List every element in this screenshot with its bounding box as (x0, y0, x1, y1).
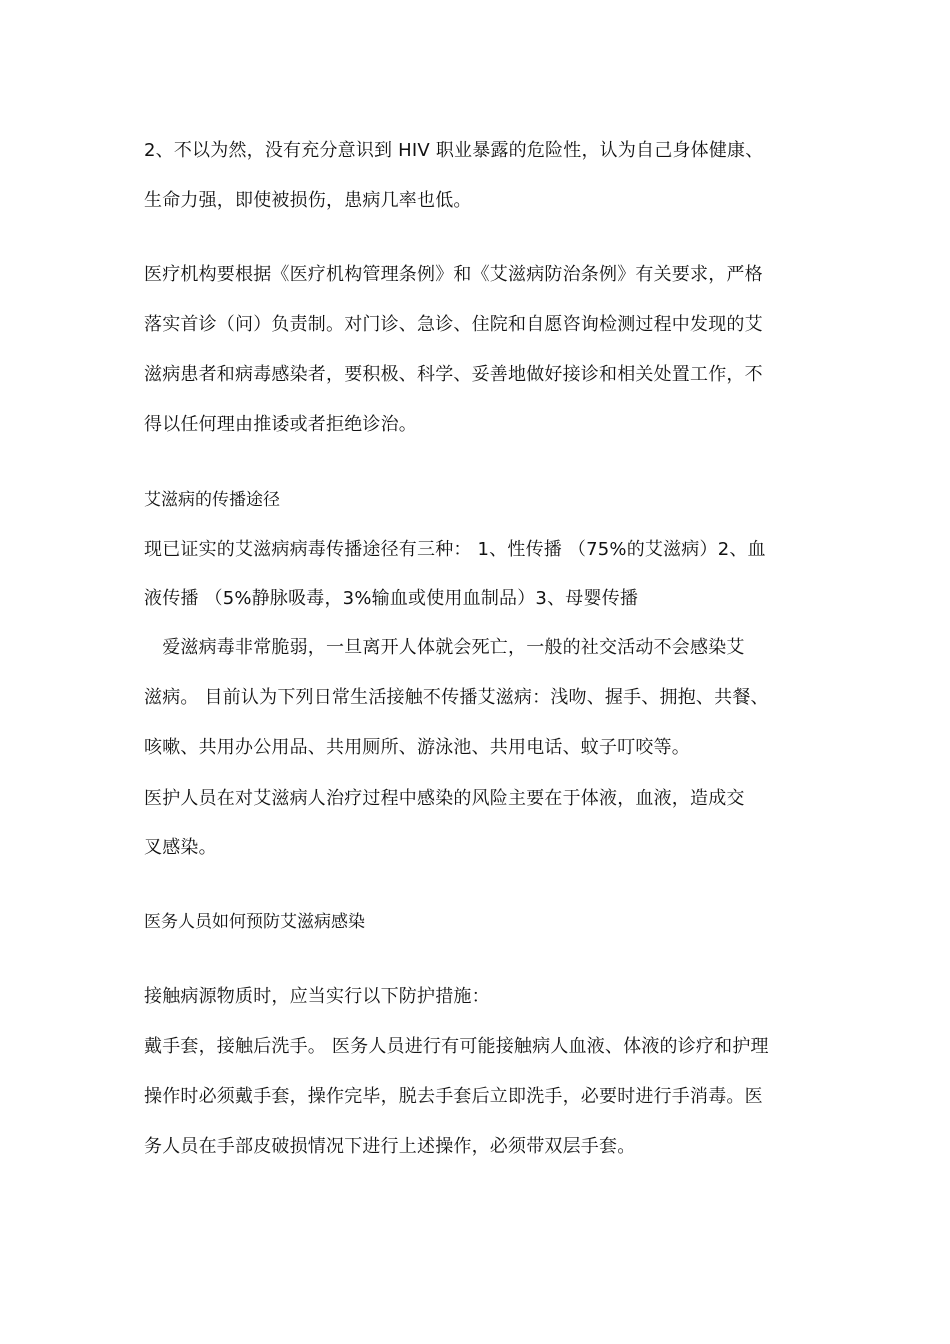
paragraph-line: 接触病源物质时，应当实行以下防护措施： (144, 986, 490, 1007)
paragraph-line: 务人员在手部皮破损情况下进行上述操作，必须带双层手套。 (144, 1136, 636, 1157)
paragraph-line: 操作时必须戴手套，操作完毕，脱去手套后立即洗手，必要时进行手消毒。医 (144, 1086, 763, 1107)
paragraph-line: 医护人员在对艾滋病人治疗过程中感染的风险主要在于体液，血液，造成交 (144, 788, 745, 809)
paragraph-line: 叉感染。 (144, 837, 217, 858)
paragraph-line: 生命力强，即使被损伤，患病几率也低。 (144, 190, 472, 211)
paragraph-line: 滋病。 目前认为下列日常生活接触不传播艾滋病：浅吻、握手、拥抱、共餐、 (144, 687, 769, 708)
paragraph-line: 落实首诊（问）负责制。对门诊、急诊、住院和自愿咨询检测过程中发现的艾 (144, 314, 763, 335)
paragraph-line: 医疗机构要根据《医疗机构管理条例》和《艾滋病防治条例》有关要求，严格 (144, 264, 763, 285)
section-heading: 医务人员如何预防艾滋病感染 (144, 912, 365, 932)
paragraph-line: 现已证实的艾滋病病毒传播途径有三种： 1、性传播 （75%的艾滋病）2、血 (144, 539, 766, 560)
paragraph-line: 2、不以为然，没有充分意识到 HIV 职业暴露的危险性，认为自己身体健康、 (144, 140, 764, 161)
paragraph-line: 滋病患者和病毒感染者，要积极、科学、妥善地做好接诊和相关处置工作，不 (144, 364, 763, 385)
paragraph-line: 得以任何理由推诿或者拒绝诊治。 (144, 414, 417, 435)
paragraph-line: 液传播 （5%静脉吸毒，3%输血或使用血制品）3、母婴传播 (144, 588, 639, 609)
paragraph-line: 戴手套，接触后洗手。 医务人员进行有可能接触病人血液、体液的诊疗和护理 (144, 1036, 769, 1057)
section-heading: 艾滋病的传播途径 (144, 490, 280, 510)
paragraph-line: 爱滋病毒非常脆弱，一旦离开人体就会死亡，一般的社交活动不会感染艾 (144, 637, 745, 658)
paragraph-line: 咳嗽、共用办公用品、共用厕所、游泳池、共用电话、蚊子叮咬等。 (144, 737, 690, 758)
